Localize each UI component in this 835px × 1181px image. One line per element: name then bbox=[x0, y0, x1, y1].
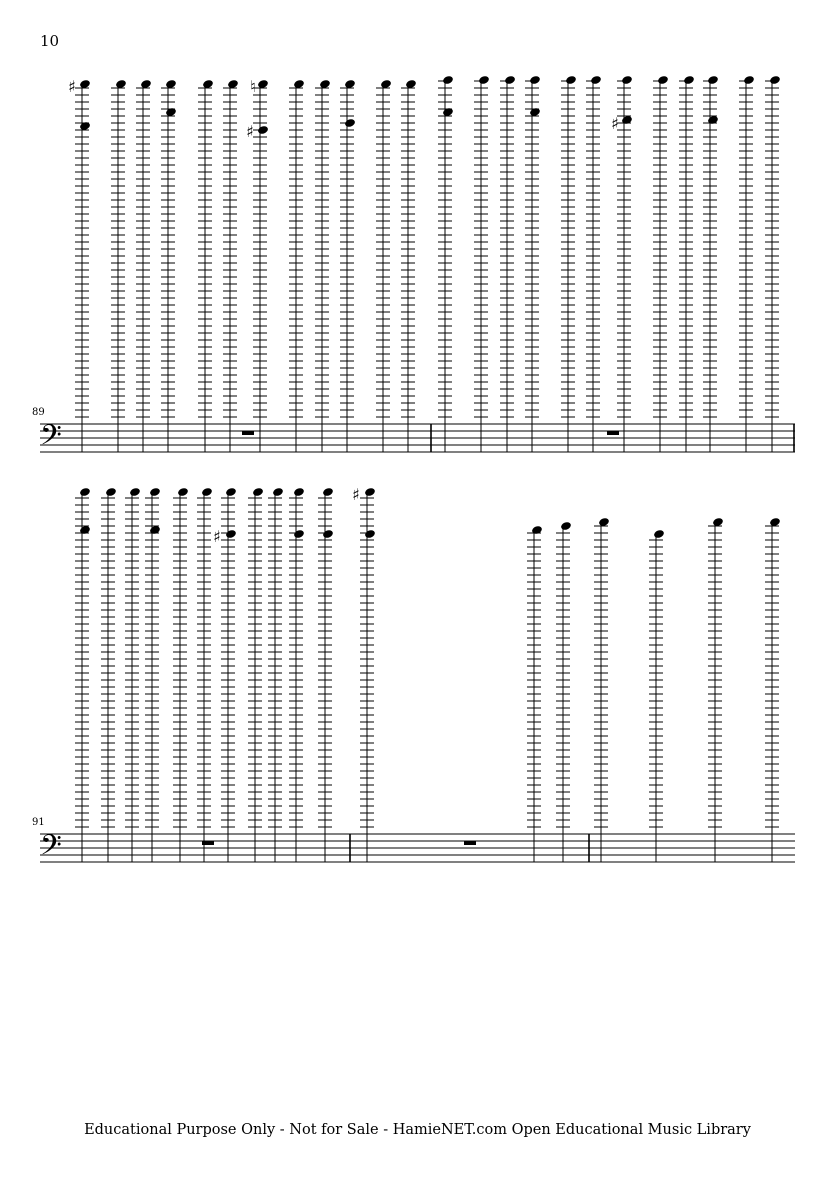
whole-rest bbox=[464, 841, 476, 845]
sharp-icon: ♯ bbox=[213, 527, 221, 546]
note-head bbox=[293, 529, 305, 539]
note-head bbox=[201, 487, 213, 497]
measure-number-91: 91 bbox=[32, 817, 45, 828]
sharp-icon: ♯ bbox=[352, 485, 360, 504]
bass-clef-icon: 𝄢 bbox=[40, 419, 62, 459]
sharp-icon: ♯ bbox=[246, 122, 254, 141]
bass-clef-icon: 𝄢 bbox=[40, 829, 62, 869]
note-head bbox=[322, 529, 334, 539]
staff-2 bbox=[40, 485, 795, 869]
whole-rest bbox=[202, 841, 214, 845]
note-head bbox=[272, 487, 284, 497]
sharp-icon: ♯ bbox=[611, 114, 619, 133]
note-head bbox=[364, 487, 376, 497]
page-number: 10 bbox=[40, 32, 60, 50]
note-head bbox=[653, 529, 665, 539]
note-head bbox=[225, 487, 237, 497]
measure-number-89: 89 bbox=[32, 407, 45, 418]
sharp-icon: ♯ bbox=[68, 77, 76, 96]
note-head bbox=[79, 487, 91, 497]
natural-icon: ♮ bbox=[250, 77, 256, 96]
note-head bbox=[129, 487, 141, 497]
note-head bbox=[560, 521, 572, 531]
note-head bbox=[531, 525, 543, 535]
note-head bbox=[149, 487, 161, 497]
note-head bbox=[293, 487, 305, 497]
note-head bbox=[364, 529, 376, 539]
note-head bbox=[252, 487, 264, 497]
note-head bbox=[225, 529, 237, 539]
footer-notice: Educational Purpose Only - Not for Sale - HamieNET.com Open Educational Music Library bbox=[84, 1122, 751, 1138]
note-head bbox=[105, 487, 117, 497]
note-head bbox=[322, 487, 334, 497]
note-head bbox=[177, 487, 189, 497]
